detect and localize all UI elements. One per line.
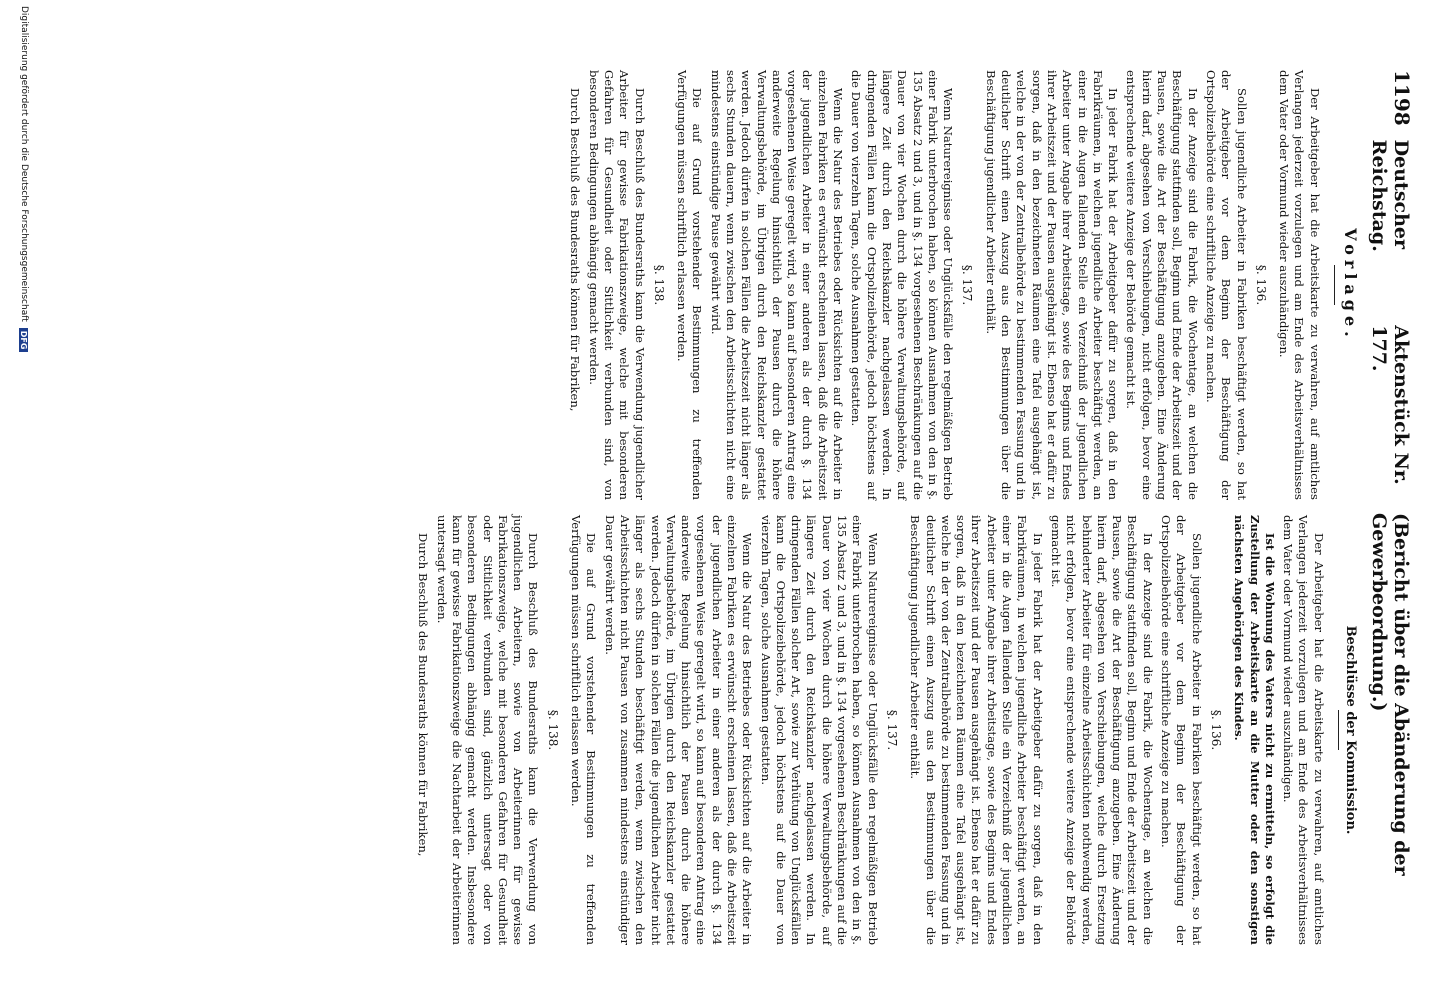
section-heading: §. 136. xyxy=(1253,264,1268,306)
page-number: 1198 xyxy=(1390,70,1414,126)
divider xyxy=(1334,265,1335,305)
right-column-title: Beschlüsse der Kommission. xyxy=(1343,625,1358,835)
section-heading: §. 138. xyxy=(545,709,560,751)
left-column-vorlage xyxy=(564,70,1362,500)
digitization-note xyxy=(18,0,30,1006)
paragraph: In jeder Fabrik hat der Arbeitgeber dafür zu sorgen, daß in den Fabrikräumen, in welchen jugendliche Arbeiter beschäftigt werden, an einer in die Augen fallenden Stelle ein Verzeichniß der jugendlichen Arbeiter unter Angabe ihrer Arbeitstage, sowie des Beginns und Endes ihrer Arbeitszeit und der Pausen ausgehängt ist. Ebenso hat er dafür zu sorgen, daß in den bezeichneten Räumen eine Tafel ausgehängt ist, welche in der von der Zentralbehörde zu bestimmenden Fassung und in deutlicher Schrift einen Auszug aus den Bestimmungen über die Beschäftigung jugendlicher Arbeiter enthält. xyxy=(983,70,1121,500)
paragraph: Wenn Naturereignisse oder Unglücksfälle den regelmäßigen Betrieb einer Fabrik unterbrochen haben, so können Ausnahmen von den in §. 135 Absatz 2 und 3, und in §. 134 vorgesehenen Beschränkungen auf die Dauer von vier Wochen durch die höhere Verwaltungsbehörde, auf längere Zeit durch den Reichskanzler nachgelassen werden. In dringenden Fällen kann die Ortspolizeibehörde, jedoch höchstens auf die Dauer von vierzehn Tagen, solche Ausnahmen gestatten. xyxy=(849,70,956,500)
paragraph: Die auf Grund vorstehender Bestimmungen zu treffenden Verfügungen müssen schriftlich erlassen werden. xyxy=(675,70,705,500)
publication-title: Deutscher Reichstag. xyxy=(1368,139,1412,252)
paragraph: In der Anzeige sind die Fabrik, die Wochentage, an welchen die Beschäftigung stattfinden soll, Beginn und Ende der Arbeitszeit und der Pausen, sowie die Art der Beschäftigung anzugeben. Eine Änderung hierin darf, abgesehen von Verschiebungen, welche durch Ersetzung behinderter Arbeiter für einzelne Arbeitsschichten nothwendig werden, nicht erfolgen, bevor eine entsprechende weitere Anzeige der Behörde gemacht ist. xyxy=(1048,515,1155,945)
left-column-title: Vorlage. xyxy=(1341,228,1360,342)
paragraph: Wenn Naturereignisse oder Unglücksfälle den regelmäßigen Betrieb einer Fabrik unterbrochen haben, so können Ausnahmen von den in §. 135 Absatz 2 und 3, und in §. 134 vorgesehenen Beschränkungen auf die Dauer von vier Wochen durch die höhere Verwaltungsbehörde, auf längere Zeit durch den Reichskanzler nachgelassen werden. In dringenden Fällen solcher Art, sowie zur Verhütung von Unglücksfällen kann die Ortspolizeibehörde, jedoch höchstens auf die Dauer von vierzehn Tagen, solche Ausnahmen gestatten. xyxy=(758,515,880,945)
amendment-paragraph: Ist die Wohnung des Vaters nicht zu ermitteln, so erfolgt die Zustellung der Arbeitskarte an die Mutter oder den sonstigen nächsten Angehörigen des Kindes. xyxy=(1232,515,1277,945)
paragraph: Durch Beschluß des Bundesraths können für Fabriken, xyxy=(416,533,431,857)
paragraph: Der Arbeitgeber hat die Arbeitskarte zu verwahren, auf amtliches Verlangen jederzeit vorzulegen und am Ende des Arbeitsverhältnisses dem Vater oder Vormund wieder auszuhändigen. xyxy=(1277,70,1322,500)
paragraph: Der Arbeitgeber hat die Arbeitskarte zu verwahren, auf amtliches Verlangen jederzeit vorzulegen und am Ende des Arbeitsverhältnisses dem Vater oder Vormund wieder auszuhändigen. xyxy=(1281,515,1326,945)
paragraph: Wenn die Natur des Betriebes oder Rücksichten auf die Arbeiter in einzelnen Fabriken es erwünscht erscheinen lassen, daß die Arbeitszeit der jugendlichen Arbeiter in einer anderen als der durch §. 134 vorgesehenen Weise geregelt wird, so kann auf besonderen Antrag eine anderweite Regelung hinsichtlich der Pausen durch die höhere Verwaltungsbehörde, im Übrigen durch den Reichskanzler gestattet werden. Jedoch dürfen in solchen Fällen die Arbeitszeit nicht länger als sechs Stunden dauern, wenn zwischen den Arbeitsschichten nicht eine mindestens einstündige Pause gewährt wird. xyxy=(708,70,846,500)
document-number: Aktenstück Nr. 177. xyxy=(1368,325,1412,485)
section-heading: §. 137. xyxy=(884,709,899,751)
section-heading: §. 136. xyxy=(1208,709,1223,751)
section-heading: §. 137. xyxy=(960,264,975,306)
document-subject: (Bericht über die Abänderung der Gewerbeordnung.) xyxy=(1368,513,1412,876)
running-head xyxy=(1368,70,1414,940)
paragraph: Sollen jugendliche Arbeiter in Fabriken beschäftigt werden, so hat der Arbeitgeber vor dem Beginn der Beschäftigung der Ortspolizeibehörde eine schriftliche Anzeige zu machen. xyxy=(1203,70,1249,500)
divider xyxy=(1338,710,1339,750)
paragraph: Die auf Grund vorstehender Bestimmungen zu treffenden Verfügungen müssen schriftlich erlassen werden. xyxy=(569,515,599,945)
dfg-logo: DFG xyxy=(20,328,29,353)
paragraph: Durch Beschluß des Bundesraths kann die Verwendung jugendlicher Arbeiter für gewisse Fabrikationszweige, welche mit besonderen Gefahren für Gesundheit oder Sittlichkeit verbunden sind, von besonderen Bedingungen abhängig gemacht werden. xyxy=(586,70,647,500)
paragraph: In der Anzeige sind die Fabrik, die Wochentage, an welchen die Beschäftigung stattfinden soll, Beginn und Ende der Arbeitszeit und der Pausen, sowie die Art der Beschäftigung anzugeben. Eine Änderung hierin darf, abgesehen von Verschiebungen, nicht erfolgen, bevor eine entsprechende weitere Anzeige der Behörde gemacht ist. xyxy=(1124,70,1200,500)
paragraph: Wenn die Natur des Betriebes oder Rücksichten auf die Arbeiter in einzelnen Fabriken es erwünscht erscheinen lassen, daß die Arbeitszeit der jugendlichen Arbeiter in einer anderen als der durch §. 134 vorgesehenen Weise geregelt wird, so kann auf besonderen Antrag eine anderweite Regelung hinsichtlich der Pausen durch die höhere Verwaltungsbehörde, im Übrigen durch den Reichskanzler gestattet werden. Jedoch dürfen in solchen Fällen die jugendlichen Arbeiter nicht länger als sechs Stunden beschäftigt werden, wenn zwischen den Arbeitsschichten nicht Pausen von zusammen mindestens einstündiger Dauer gewährt werden. xyxy=(602,515,755,945)
section-heading: §. 138. xyxy=(651,264,666,306)
paragraph: Durch Beschluß des Bundesraths können für Fabriken, xyxy=(568,88,583,412)
paragraph: Durch Beschluß des Bundesraths kann die Verwendung von jugendlichen Arbeitern, sowie von Arbeiterinnen für gewisse Fabrikationszweige, welche mit besonderen Gefahren für Gesundheit oder Sittlichkeit verbunden sind, gänzlich untersagt oder von besonderen Bedingungen abhängig gemacht werden. Insbesondere kann für gewisse Fabrikationszweige die Nachtarbeit der Arbeiterinnen untersagt werden. xyxy=(434,515,541,945)
right-column-kommission xyxy=(412,515,1362,945)
digitization-text: Digitalisierung gefördert durch die Deutsche Forschungsgemeinschaft xyxy=(19,6,29,322)
paragraph: Sollen jugendliche Arbeiter in Fabriken beschäftigt werden, so hat der Arbeitgeber vor dem Beginn der Beschäftigung der Ortspolizeibehörde eine schriftliche Anzeige zu machen. xyxy=(1159,515,1204,945)
paragraph: In jeder Fabrik hat der Arbeitgeber dafür zu sorgen, daß in den Fabrikräumen, in welchen jugendliche Arbeiter beschäftigt werden, an einer in die Augen fallenden Stelle ein Verzeichniß der jugendlichen Arbeiter unter Angabe ihrer Arbeitstage, sowie des Beginns und Endes ihrer Arbeitszeit und der Pausen ausgehängt ist. Ebenso hat er dafür zu sorgen, daß in den bezeichneten Räumen eine Tafel ausgehängt ist, welche in der von der Zentralbehörde zu bestimmenden Fassung und in deutlicher Schrift einen Auszug aus den Bestimmungen über die Beschäftigung jugendlicher Arbeiter enthält. xyxy=(908,515,1045,945)
